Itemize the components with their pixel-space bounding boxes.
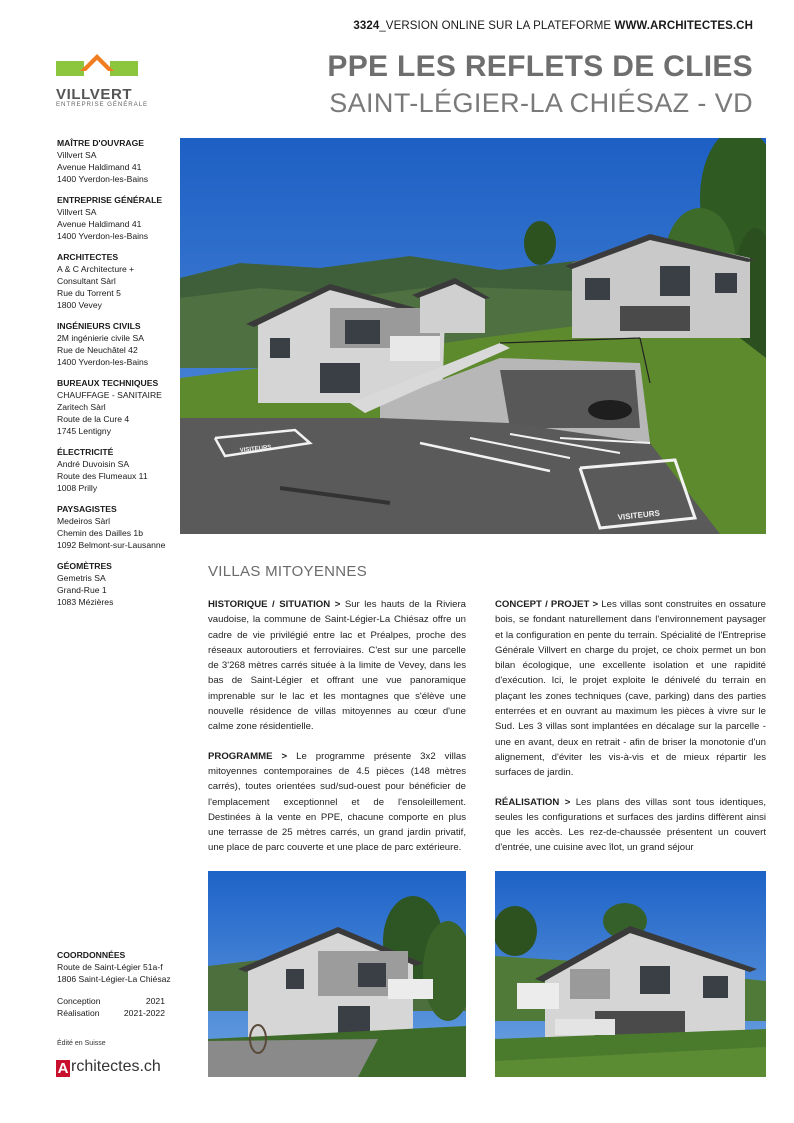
credit-line: Avenue Haldimand 41	[57, 162, 142, 172]
credit-general-contractor	[57, 194, 182, 242]
credit-line: Consultant Sàrl	[57, 276, 116, 286]
credit-civil-engineers	[57, 320, 182, 368]
credit-line: 1092 Belmont-sur-Lausanne	[57, 540, 166, 550]
main-photo	[180, 138, 766, 534]
section-title: VILLAS MITOYENNES	[208, 563, 368, 580]
photo-villa-left	[208, 871, 466, 1077]
villas-overview-image	[180, 138, 766, 534]
visitors-marking-small: VISITEURS	[239, 444, 272, 454]
paragraph-concept	[495, 597, 766, 781]
paragraph-lead: PROGRAMME >	[208, 750, 297, 762]
credit-line: CHAUFFAGE - SANITAIRE	[57, 390, 162, 400]
credit-line: Route de la Cure 4	[57, 414, 130, 424]
online-version-text: _VERSION ONLINE SUR LA PLATEFORME	[379, 20, 615, 32]
credit-heading: MAÎTRE D'OUVRAGE	[57, 138, 145, 148]
conception-row	[57, 995, 165, 1007]
paragraph-text: Sur les hauts de la Riviera vaudoise, la commune de Saint-Légier-La Chiésaz offre un cadre de vie privilégié entre lac et Préalpes, proche des réseaux autoroutiers et ferroviaires. C'est sur une parcelle de 3'268 mètres carrés située à la limite de Vevey, dans les bas de Saint-Légier et offrant une vue panoramique imprenable sur le lac et les montagnes que s'élève une nouvelle résidence de villas mitoyennes au cœur d'une calme zone résidentielle.	[208, 599, 466, 733]
credit-line: A & C Architecture +	[57, 264, 135, 274]
credit-line: Gemetris SA	[57, 573, 106, 583]
credit-line: 1008 Prilly	[57, 483, 98, 493]
coordinates-heading: COORDONNÉES	[57, 950, 126, 960]
paragraph-realisation	[495, 795, 766, 856]
architectes-logo[interactable]	[56, 1058, 161, 1077]
credit-heading: ENTREPRISE GÉNÉRALE	[57, 195, 163, 205]
paragraph-text: Les villas sont construites en ossature bois, se fondant naturellement dans l'environnement paysager et la configuration en pente du terrain. Spécialité de l'Entreprise Générale Villvert en charge du projet, ce choix permet un bon bilan écologique, une excellente isolation et une rapidité d'exécution. Ici, le projet exploite le dénivelé du terrain en plaçant les zones techniques (cave, parking) dans des parties enterrées et en ouvrant au maximum les pièces à vivre sur le Sud. Les 3 villas sont implantées en décalage sur la parcelle - une en avant, deux en retrait - afin de briser la monotonie d'un alignement, d'éviter les vis-à-vis et de mieux répartir les surfaces de jardin.	[495, 599, 766, 779]
credit-line: 2M ingénierie civile SA	[57, 333, 144, 343]
paragraph-text: Les plans des villas sont tous identiques, seules les configurations et surfaces des jardins diffèrent ainsi que les accès. Les rez-de-chaussée présentent un couvert d'entrée, une cuisine avec îlot, un grand séjour	[495, 796, 766, 854]
credit-heading: GÉOMÈTRES	[57, 561, 112, 571]
edited-in-switzerland: Édité en Suisse	[57, 1040, 106, 1047]
credit-line: Villvert SA	[57, 207, 97, 217]
paragraph-programme	[208, 749, 466, 856]
visitors-marking: VISITEURS	[617, 508, 661, 522]
paragraph-text: Le programme présente 3x2 villas mitoyennes contemporaines de 4.5 pièces (148 mètres carrés), toutes orientées sud/sud-ouest pour bénéficier de l'emplacement exceptionnel et de l'ensoleillement. Destinées à la vente en PPE, chacune comporte en plus une terrasse de 25 mètres carrés, un grand jardin privatif, une place de parc couverte et une place de parc extérieure.	[208, 750, 466, 854]
credit-line: André Duvoisin SA	[57, 459, 130, 469]
credit-line: Zaritech Sàrl	[57, 402, 106, 412]
project-credits	[57, 137, 182, 617]
credit-line: Avenue Haldimand 41	[57, 219, 142, 229]
realisation-value: 2021-2022	[123, 1008, 165, 1018]
credit-heading: BUREAUX TECHNIQUES	[57, 378, 159, 388]
credit-line: Rue du Torrent 5	[57, 288, 121, 298]
address-line: 1806 Saint-Légier-La Chiésaz	[57, 974, 171, 984]
logo-name: VILLVERT	[56, 86, 133, 103]
credit-heading: PAYSAGISTES	[57, 504, 117, 514]
page-subtitle: SAINT-LÉGIER-LA CHIÉSAZ - VD	[329, 88, 753, 118]
credit-line: Medeiros Sàrl	[57, 516, 111, 526]
credit-heading: INGÉNIEURS CIVILS	[57, 321, 141, 331]
credit-line: 1800 Vevey	[57, 300, 102, 310]
address-line: Route de Saint-Légier 51a-f	[57, 962, 163, 972]
conception-label: Conception	[57, 996, 101, 1006]
credit-heading: ÉLECTRICITÉ	[57, 447, 114, 457]
website-link[interactable]: WWW.ARCHITECTES.CH	[614, 20, 753, 32]
villa-garden-image	[495, 871, 766, 1077]
credit-architects	[57, 251, 182, 311]
realisation-label: Réalisation	[57, 1008, 100, 1018]
credit-electricity	[57, 446, 182, 494]
architectes-logo-text: rchitectes.ch	[71, 1058, 161, 1075]
issue-number: 3324	[353, 20, 380, 32]
paragraph-history	[208, 597, 466, 735]
credit-owner	[57, 137, 182, 185]
credit-line: 1083 Mézières	[57, 597, 114, 607]
credit-line: 1400 Yverdon-les-Bains	[57, 174, 149, 184]
logo-tagline: ENTREPRISE GÉNÉRALE	[56, 101, 149, 108]
article-column-left	[208, 597, 466, 870]
credit-line: Route des Flumeaux 11	[57, 471, 148, 481]
credit-landscapers	[57, 503, 182, 551]
article-column-right	[495, 597, 766, 870]
credit-line: Grand-Rue 1	[57, 585, 107, 595]
credit-line: Chemin des Dailles 1b	[57, 528, 143, 538]
credit-line: 1745 Lentigny	[57, 426, 111, 436]
photo-villa-right	[495, 871, 766, 1077]
paragraph-lead: HISTORIQUE / SITUATION >	[208, 599, 345, 610]
credit-line: 1400 Yverdon-les-Bains	[57, 231, 149, 241]
online-version-line	[353, 20, 753, 32]
credit-line: Villvert SA	[57, 150, 97, 160]
realisation-row	[57, 1007, 165, 1019]
villa-front-image	[208, 871, 466, 1077]
paragraph-lead: RÉALISATION >	[495, 796, 576, 808]
page-title: PPE LES REFLETS DE CLIES	[327, 50, 753, 83]
paragraph-lead: CONCEPT / PROJET >	[495, 599, 602, 610]
coordinates-block	[57, 949, 182, 1019]
conception-value: 2021	[145, 996, 165, 1006]
credit-line: Rue de Neuchâtel 42	[57, 345, 138, 355]
credit-heading: ARCHITECTES	[57, 252, 119, 262]
architectes-logo-initial: A	[57, 1060, 69, 1077]
credit-technical-offices	[57, 377, 182, 437]
credit-surveyors	[57, 560, 182, 608]
credit-line: 1400 Yverdon-les-Bains	[57, 357, 149, 367]
